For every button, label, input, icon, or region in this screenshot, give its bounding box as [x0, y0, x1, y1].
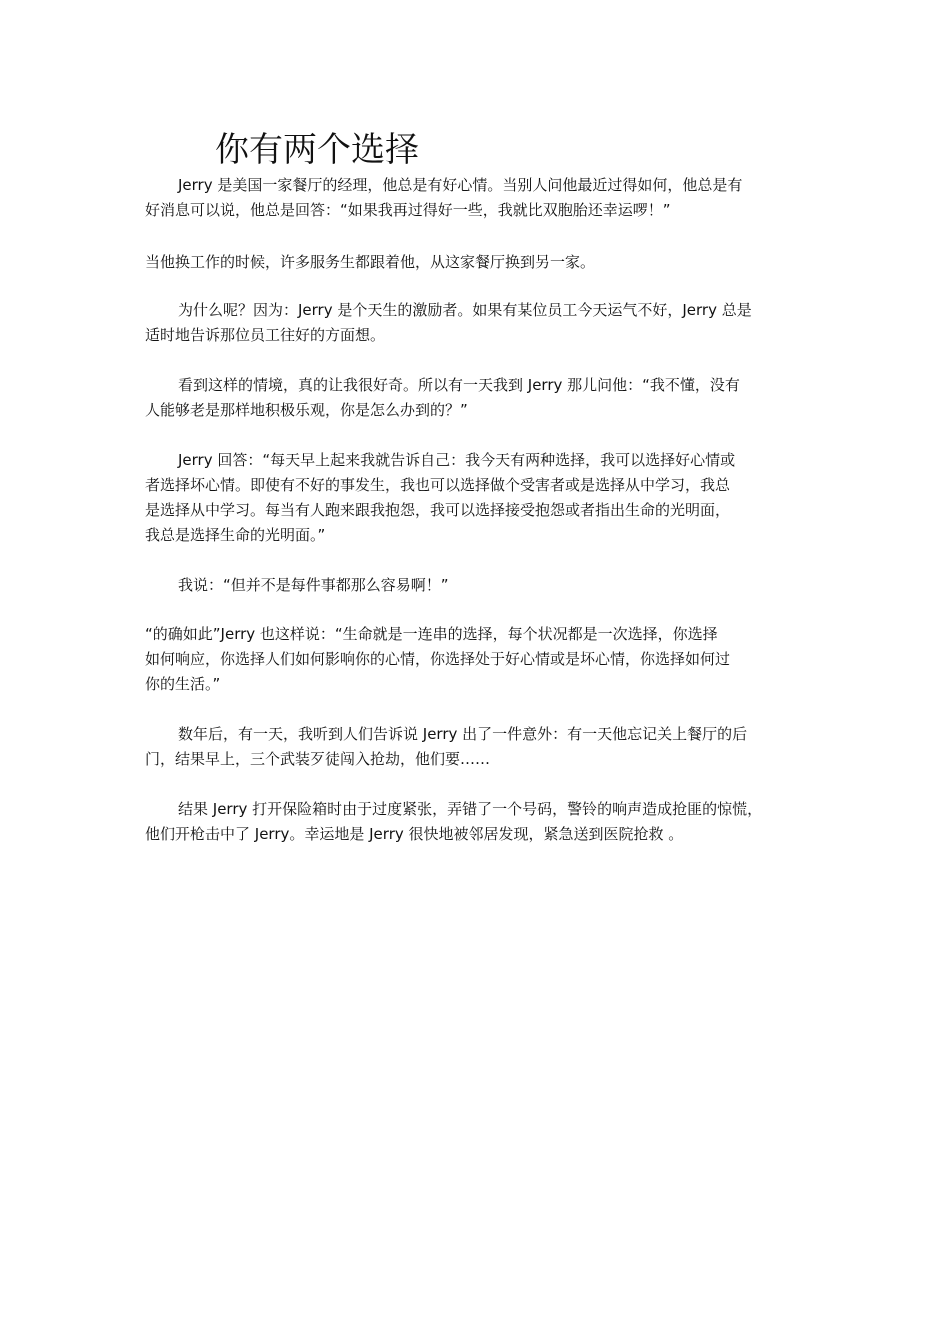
paragraph-line: 适时地告诉那位员工往好的方面想。 [145, 326, 386, 344]
paragraph-8 [145, 722, 825, 772]
paragraph-5 [145, 448, 825, 548]
paragraph-4 [145, 373, 825, 423]
paragraph-2 [145, 250, 825, 275]
document-title: 你有两个选择 [215, 130, 419, 170]
paragraph-line: 我总是选择生命的光明面。” [145, 526, 326, 544]
paragraph-line: 是选择从中学习。每当有人跑来跟我抱怨，我可以选择接受抱怨或者指出生命的光明面， [145, 501, 731, 519]
paragraph-7 [145, 622, 825, 697]
paragraph-line: Jerry 是美国一家餐厅的经理，他总是有好心情。当别人问他最近过得如何，他总是有 [178, 176, 743, 194]
paragraph-line: 我说：“但并不是每件事都那么容易啊！” [178, 576, 449, 594]
paragraph-line: 人能够老是那样地积极乐观，你是怎么办到的？” [145, 401, 468, 419]
paragraph-line: 结果 Jerry 打开保险箱时由于过度紧张，弄错了一个号码，警铃的响声造成抢匪的惊慌， [178, 800, 763, 818]
paragraph-line: 数年后，有一天，我听到人们告诉说 Jerry 出了一件意外：有一天他忘记关上餐厅的后 [178, 725, 748, 743]
paragraph-line: 者选择坏心情。即使有不好的事发生，我也可以选择做个受害者或是选择从中学习，我总 [145, 476, 731, 494]
paragraph-line: 如何响应，你选择人们如何影响你的心情，你选择处于好心情或是坏心情，你选择如何过 [145, 650, 731, 668]
paragraph-3 [145, 298, 825, 348]
paragraph-9 [145, 797, 825, 847]
paragraph-line: 为什么呢？因为：Jerry 是个天生的激励者。如果有某位员工今天运气不好，Jerry 总是 [178, 301, 752, 319]
paragraph-1 [145, 173, 825, 223]
paragraph-line: 当他换工作的时候，许多服务生都跟着他，从这家餐厅换到另一家。 [145, 253, 596, 271]
paragraph-line: “的确如此”Jerry 也这样说：“生命就是一连串的选择，每个状况都是一次选择，你选择 [145, 625, 718, 643]
paragraph-line: 看到这样的情境，真的让我很好奇。所以有一天我到 Jerry 那儿问他：“我不懂，没有 [178, 376, 740, 394]
paragraph-line: 门，结果早上，三个武装歹徒闯入抢劫，他们要…… [145, 750, 491, 768]
paragraph-line: Jerry 回答：“每天早上起来我就告诉自己：我今天有两种选择，我可以选择好心情或 [178, 451, 736, 469]
paragraph-line: 你的生活。” [145, 675, 221, 693]
paragraph-line: 他们开枪击中了 Jerry。幸运地是 Jerry 很快地被邻居发现，紧急送到医院抢救 。 [145, 825, 684, 843]
paragraph-line: 好消息可以说，他总是回答：“如果我再过得好一些，我就比双胞胎还幸运啰！” [145, 201, 671, 219]
paragraph-6 [145, 573, 825, 598]
